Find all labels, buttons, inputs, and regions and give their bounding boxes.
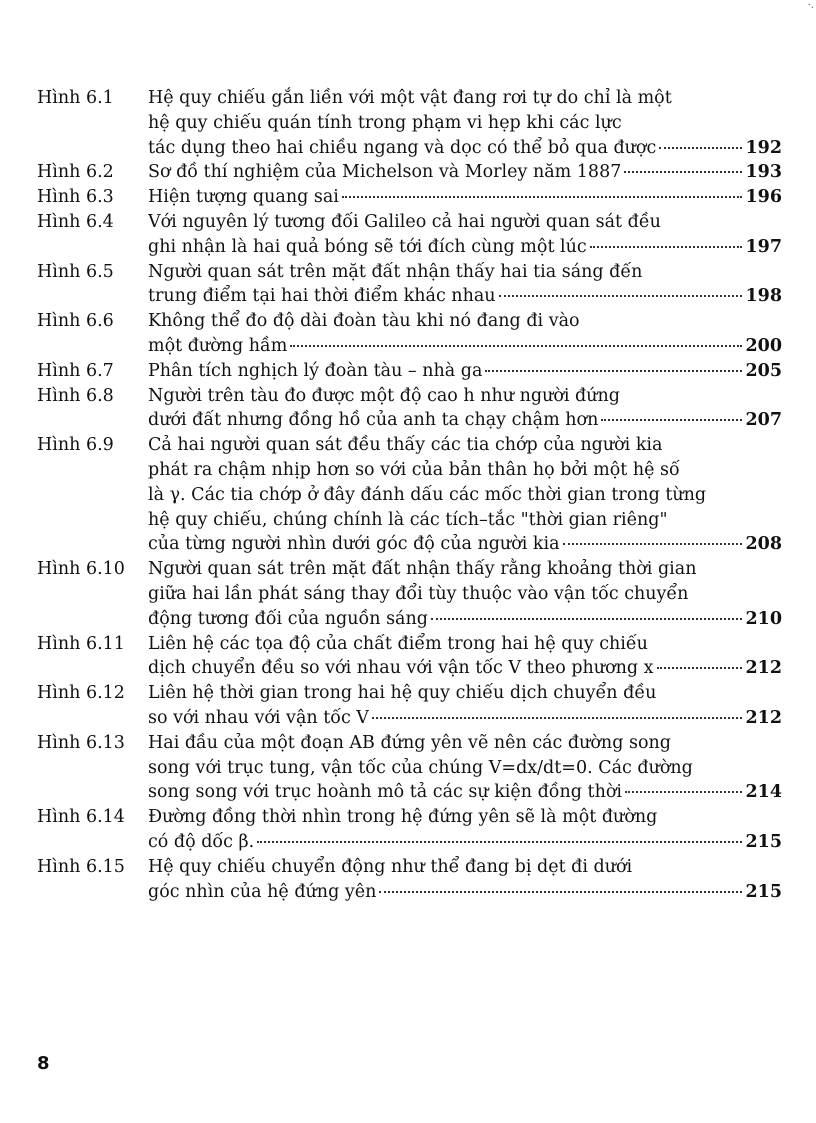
figure-entry <box>37 260 782 310</box>
caption-line: phát ra chậm nhịp hơn so với của bản thân họ bởi một hệ số <box>148 459 680 480</box>
caption-line <box>148 284 782 309</box>
caption-line <box>148 408 782 433</box>
figure-label: Hình 6.14 <box>37 807 125 828</box>
figure-label: Hình 6.13 <box>37 732 125 753</box>
page-reference: 193 <box>745 162 782 183</box>
figure-caption <box>148 384 782 434</box>
figure-entry <box>37 805 782 855</box>
figure-list <box>37 86 782 904</box>
figure-caption <box>148 359 782 384</box>
page-reference: 210 <box>745 608 782 629</box>
figure-caption <box>148 632 782 682</box>
caption-line: song với trục tung, vận tốc của chúng V=dx/dt=0. Các đường <box>148 757 693 778</box>
figure-entry <box>37 557 782 631</box>
caption-text: ghi nhận là hai quả bóng sẽ tới đích cùng một lúc <box>148 236 587 257</box>
caption-text: một đường hầm <box>148 335 288 356</box>
dot-leader <box>590 246 743 248</box>
caption-line <box>148 136 782 161</box>
caption-line: hệ quy chiếu, chúng chính là các tích–tắc "thời gian riêng" <box>148 509 668 530</box>
figure-label: Hình 6.7 <box>37 360 114 381</box>
caption-text: song song với trục hoành mô tả các sự kiện đồng thời <box>148 782 622 803</box>
page-reference: 198 <box>745 286 782 307</box>
figure-caption <box>148 309 782 359</box>
dot-leader <box>372 717 743 719</box>
figure-entry <box>37 210 782 260</box>
figure-caption <box>148 86 782 160</box>
caption-line: Hai đầu của một đoạn AB đứng yên vẽ nên các đường song <box>148 732 671 753</box>
caption-line: Người quan sát trên mặt đất nhận thấy rằng khoảng thời gian <box>148 559 697 580</box>
page-reference: 212 <box>745 658 782 679</box>
caption-text: động tương đối của nguồn sáng <box>148 608 428 629</box>
caption-text: tác dụng theo hai chiều ngang và dọc có thể bỏ qua được <box>148 137 657 158</box>
caption-text: so với nhau với vận tốc V <box>148 707 369 728</box>
page-reference: 205 <box>745 360 782 381</box>
figure-label: Hình 6.2 <box>37 162 114 183</box>
figure-caption <box>148 160 782 185</box>
figure-entry <box>37 309 782 359</box>
caption-line: Người trên tàu đo được một độ cao h như người đứng <box>148 385 620 406</box>
figure-entry <box>37 384 782 434</box>
caption-line: Với nguyên lý tương đối Galileo cả hai người quan sát đều <box>148 211 661 232</box>
figure-entry <box>37 632 782 682</box>
caption-line: Hệ quy chiếu chuyển động như thể đang bị dẹt đi dưới <box>148 856 633 877</box>
caption-line: Đường đồng thời nhìn trong hệ đứng yên sẽ là một đường <box>148 807 658 828</box>
figure-label: Hình 6.15 <box>37 856 125 877</box>
figure-label: Hình 6.1 <box>37 88 114 108</box>
dot-leader <box>659 147 742 149</box>
figure-caption <box>148 433 782 557</box>
page-reference: 215 <box>745 831 782 852</box>
page-reference: 214 <box>745 782 782 803</box>
dot-leader <box>624 171 742 173</box>
figure-entry <box>37 185 782 210</box>
caption-line <box>148 706 782 731</box>
page-reference: 208 <box>745 534 782 555</box>
caption-line <box>148 532 782 557</box>
caption-line <box>148 160 782 185</box>
dot-leader <box>499 295 743 297</box>
dot-leader <box>431 618 743 620</box>
caption-line <box>148 185 782 210</box>
caption-text: góc nhìn của hệ đứng yên <box>148 881 377 902</box>
caption-line: Không thể đo độ dài đoàn tàu khi nó đang đi vào <box>148 311 580 332</box>
dot-leader <box>379 891 742 893</box>
figure-caption <box>148 731 782 805</box>
caption-text: Phân tích nghịch lý đoàn tàu – nhà ga <box>148 360 483 381</box>
caption-line <box>148 780 782 805</box>
caption-text: Hiện tượng quang sai <box>148 187 339 208</box>
figure-caption <box>148 260 782 310</box>
dot-leader <box>485 370 742 372</box>
dot-leader <box>342 196 743 198</box>
caption-line: Cả hai người quan sát đều thấy các tia chớp của người kia <box>148 435 663 456</box>
caption-line: Liên hệ thời gian trong hai hệ quy chiếu dịch chuyển đều <box>148 683 657 704</box>
dot-leader <box>601 419 742 421</box>
caption-line: Người quan sát trên mặt đất nhận thấy hai tia sáng đến <box>148 261 643 282</box>
figure-entry <box>37 433 782 557</box>
caption-line <box>148 607 782 632</box>
caption-text: của từng người nhìn dưới góc độ của người kia <box>148 534 560 555</box>
caption-line <box>148 235 782 260</box>
figure-caption <box>148 210 782 260</box>
figure-label: Hình 6.3 <box>37 187 114 208</box>
figure-caption <box>148 557 782 631</box>
figure-caption <box>148 855 782 905</box>
figure-entry <box>37 359 782 384</box>
page-reference: 197 <box>745 236 782 257</box>
figure-entry <box>37 86 782 160</box>
figure-label: Hình 6.4 <box>37 211 114 232</box>
corner-mark: ·. <box>807 0 814 11</box>
figure-caption <box>148 681 782 731</box>
dot-leader <box>257 841 742 843</box>
caption-line <box>148 656 782 681</box>
caption-line <box>148 830 782 855</box>
caption-text: trung điểm tại hai thời điểm khác nhau <box>148 286 496 307</box>
dot-leader <box>625 791 742 793</box>
page-reference: 207 <box>745 410 782 431</box>
page-reference: 200 <box>745 335 782 356</box>
figure-label: Hình 6.8 <box>37 385 114 406</box>
page-reference: 215 <box>745 881 782 902</box>
page-reference: 196 <box>745 187 782 208</box>
figure-entry <box>37 731 782 805</box>
page-number: 8 <box>37 1053 50 1074</box>
caption-text: dưới đất nhưng đồng hồ của anh ta chạy chậm hơn <box>148 410 599 431</box>
caption-line: Hệ quy chiếu gắn liền với một vật đang rơi tự do chỉ là một <box>148 88 672 108</box>
dot-leader <box>657 667 743 669</box>
figure-caption <box>148 805 782 855</box>
caption-line: hệ quy chiếu quán tính trong phạm vi hẹp khi các lực <box>148 112 622 133</box>
caption-text: có độ dốc β. <box>148 831 255 852</box>
figure-label: Hình 6.5 <box>37 261 114 282</box>
caption-line <box>148 359 782 384</box>
caption-text: dịch chuyển đều so với nhau với vận tốc V theo phương x <box>148 658 654 679</box>
caption-line <box>148 334 782 359</box>
dot-leader <box>563 543 743 545</box>
figure-caption <box>148 185 782 210</box>
caption-line: giữa hai lần phát sáng thay đổi tùy thuộc vào vận tốc chuyển <box>148 583 689 604</box>
caption-line: là γ. Các tia chớp ở đây đánh dấu các mốc thời gian trong từng <box>148 484 707 505</box>
figure-entry <box>37 681 782 731</box>
figure-entry <box>37 160 782 185</box>
dot-leader <box>290 345 742 347</box>
caption-line <box>148 880 782 905</box>
page-reference: 212 <box>745 707 782 728</box>
figure-label: Hình 6.12 <box>37 683 125 704</box>
figure-label: Hình 6.9 <box>37 435 114 456</box>
figure-label: Hình 6.6 <box>37 311 114 332</box>
caption-line: Liên hệ các tọa độ của chất điểm trong hai hệ quy chiếu <box>148 633 648 654</box>
page-reference: 192 <box>745 137 782 158</box>
figure-label: Hình 6.10 <box>37 559 125 580</box>
figure-entry <box>37 855 782 905</box>
caption-text: Sơ đồ thí nghiệm của Michelson và Morley năm 1887 <box>148 162 622 183</box>
figure-label: Hình 6.11 <box>37 633 125 654</box>
